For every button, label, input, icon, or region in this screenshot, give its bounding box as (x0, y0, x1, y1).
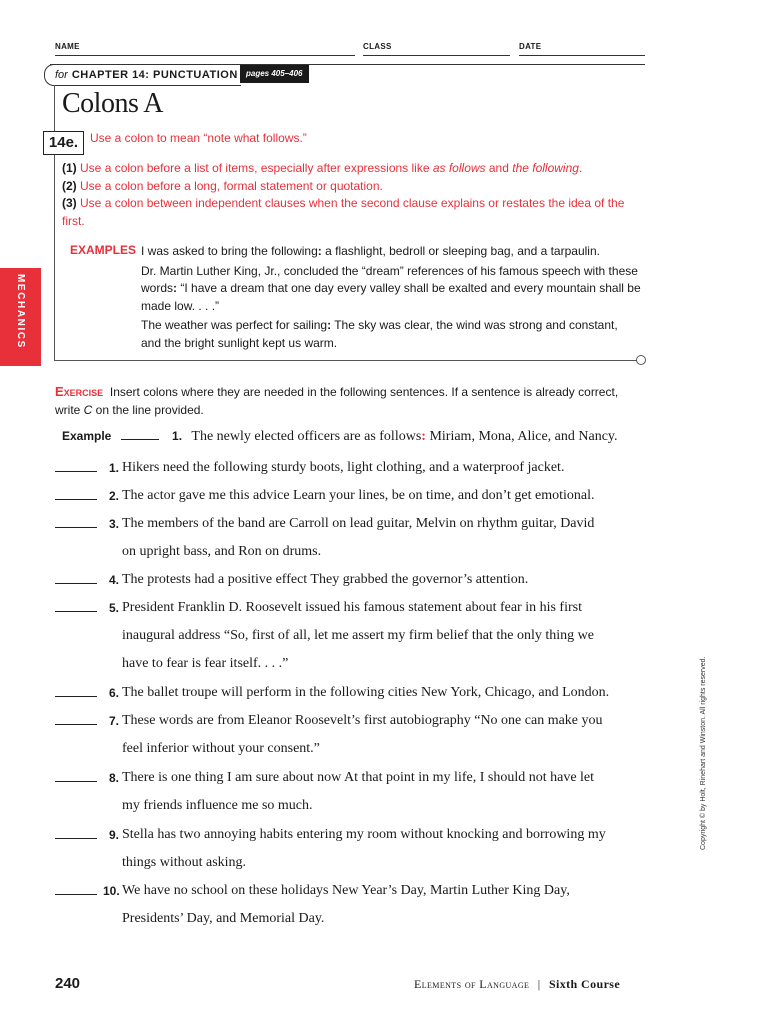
page-number: 240 (55, 975, 81, 992)
answer-line[interactable] (55, 499, 97, 500)
answer-line[interactable] (55, 611, 97, 612)
exercise-instructions: Exercise Insert colons where they are needed in the following sentences. If a sentence is already correct, write C on the line provided. (55, 384, 619, 417)
sub-rule-1: (1) Use a colon before a list of items, especially after expressions like as follows and the following. (62, 161, 583, 175)
example-item: Example 1. The newly elected officers are as follows: Miriam, Mona, Alice, and Nancy. (62, 429, 618, 444)
answer-line[interactable] (55, 527, 97, 528)
book-title: Elements of Language (414, 977, 530, 991)
class-line[interactable] (363, 55, 510, 56)
chapter-tag (44, 64, 241, 86)
examples-label: EXAMPLES (70, 243, 137, 257)
class-label: CLASS (363, 42, 392, 51)
answer-line[interactable] (55, 781, 97, 782)
date-line[interactable] (519, 55, 645, 56)
section-side-tab (0, 268, 41, 366)
date-label: DATE (519, 42, 542, 51)
sub-rules (62, 160, 637, 230)
inserted-colon-mark: : (421, 429, 426, 444)
example-2: Dr. Martin Luther King, Jr., concluded the “dream” references of his famous speech with these words: “I have a dream that one day every valley shall be exalted and every mountain shall be made low. . . .” (141, 263, 641, 313)
examples (141, 243, 641, 354)
for-text: for (55, 69, 68, 81)
example-3: The weather was perfect for sailing: The sky was clear, the wind was strong and constant, and the bright sunlight kept us warm. (141, 318, 618, 350)
sub-rule-2: (2) Use a colon before a long, formal statement or quotation. (62, 178, 383, 193)
footer-separator: | (537, 977, 541, 991)
main-rule: Use a colon to mean “note what follows.” (90, 131, 307, 145)
answer-line[interactable] (55, 471, 97, 472)
side-tab-label: MECHANICS (15, 274, 26, 349)
chapter-title: CHAPTER 14: PUNCTUATION (71, 69, 238, 81)
answer-line[interactable] (55, 583, 97, 584)
rule-end-marker (636, 355, 646, 365)
course-name: Sixth Course (548, 977, 621, 991)
book-footer (414, 977, 620, 992)
answer-line[interactable] (55, 696, 97, 697)
rule-number: 14e. (43, 131, 84, 155)
answer-line[interactable] (55, 724, 97, 725)
name-line[interactable] (55, 55, 355, 56)
lesson-title: Colons A (62, 88, 164, 119)
pages-badge: pages 405–406 (240, 65, 309, 83)
example-1: I was asked to bring the following: a flashlight, bedroll or sleeping bag, and a tarpaulin. (141, 244, 600, 258)
answer-line[interactable] (55, 894, 97, 895)
sub-rule-3: (3) Use a colon between independent clauses when the second clause explains or restates the idea of the first. (62, 196, 625, 228)
exercise-label: Exercise (55, 384, 104, 399)
answer-line[interactable] (55, 838, 97, 839)
example-answer-line (121, 427, 159, 440)
name-label: NAME (55, 42, 80, 51)
copyright-notice: Copyright © by Holt, Rinehart and Winston. All rights reserved. (700, 656, 707, 850)
